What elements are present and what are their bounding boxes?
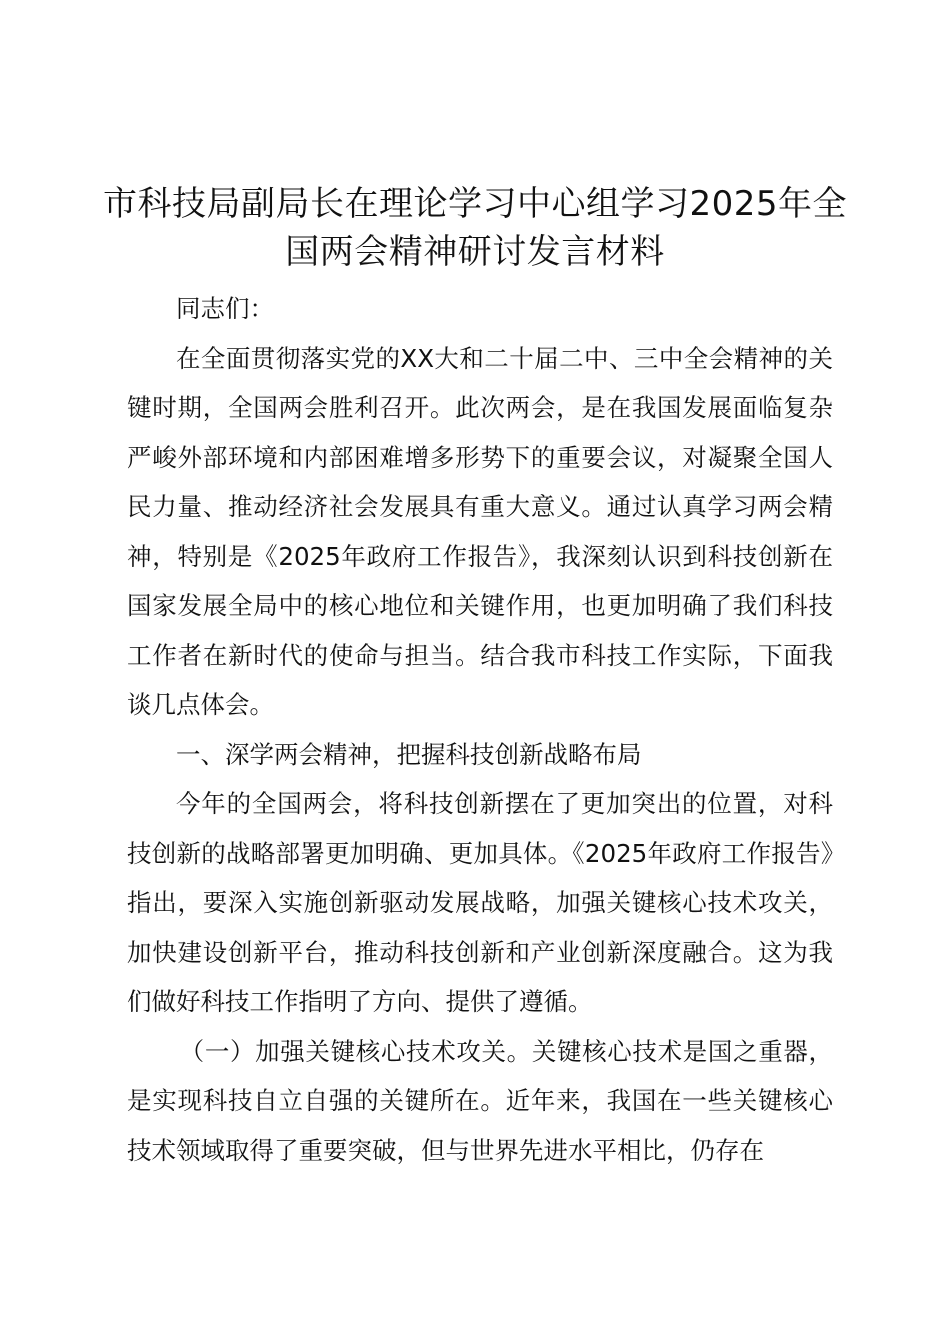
salutation: 同志们： [176, 294, 274, 323]
paragraph-section-1: 今年的全国两会，将科技创新摆在了更加突出的位置，对科技创新的战略部署更加明确、更加具体。《2025年政府工作报告》指出，要深入实施创新驱动发展战略，加强关键核心技术攻关，加快建设创新平台，推动科技创新和产业创新深度融合。这为我们做好科技工作指明了方向、提供了遵循。 [127, 789, 833, 1016]
paragraph-intro: 在全面贯彻落实党的XX大和二十届二中、三中全会精神的关键时期，全国两会胜利召开。此次两会，是在我国发展面临复杂严峻外部环境和内部困难增多形势下的重要会议，对凝聚全国人民力量、推动经济社会发展具有重大意义。通过认真学习两会精神，特别是《2025年政府工作报告》，我深刻认识到科技创新在国家发展全局中的核心地位和关键作用，也更加明确了我们科技工作者在新时代的使命与担当。结合我市科技工作实际，下面我谈几点体会。 [127, 343, 833, 719]
document-title: 市科技局副局长在理论学习中心组学习2025年全国两会精神研讨发言材料 [102, 184, 848, 272]
paragraph-subsection-1: （一）加强关键核心技术攻关。关键核心技术是国之重器，是实现科技自立自强的关键所在。近年来，我国在一些关键核心技术领域取得了重要突破，但与世界先进水平相比，仍存在 [127, 1036, 833, 1165]
document-body [127, 284, 833, 1175]
section-heading-1: 一、深学两会精神，把握科技创新战略布局 [176, 739, 642, 769]
